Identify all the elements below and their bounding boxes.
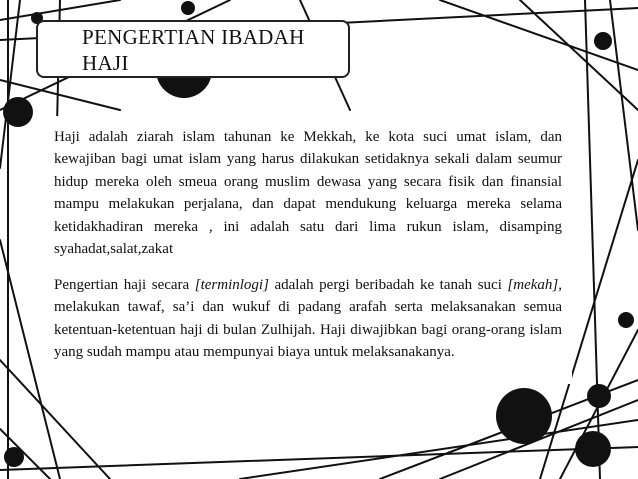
paragraph-text: adalah pergi beribadah ke tanah suci xyxy=(268,277,508,293)
term-italic: [mekah] xyxy=(507,277,559,293)
decorative-dot xyxy=(4,447,24,467)
decorative-dot xyxy=(575,431,611,467)
paragraph-text: , melakukan tawaf, sa’i dan wukuf di padang arafah serta melaksanakan semua ketentuan-ketentuan haji di bulan Zulhijah. Haji diwajibkan bagi orang-orang islam yang sudah mampu atau mempunyai biaya untuk melaksanakanya. xyxy=(54,277,562,361)
term-italic: [terminlogi] xyxy=(194,277,269,293)
decorative-dot xyxy=(181,1,195,15)
decorative-line xyxy=(610,0,638,230)
decorative-line xyxy=(520,0,638,110)
slide-title: PENGERTIAN IBADAH HAJI xyxy=(82,25,305,75)
paragraph-definition: Haji adalah ziarah islam tahunan ke Mekkah, ke kota suci umat islam, dan kewajiban bagi umat islam yang harus dilakukan setidaknya sekali dalam seumur hidup mereka oleh smeua orang muslim dewasa yang secara fisik dan finansial mampu melakukan perjalana, dan dapat mendukung keluarga mereka selama ketidakhadiran mereka , ini adalah satu dari lima rukun islam, disamping syahadat,salat,zakat xyxy=(54,129,562,258)
decorative-dot xyxy=(618,312,634,328)
decorative-dot xyxy=(594,32,612,50)
decorative-dot xyxy=(496,388,552,444)
paragraph-terminology xyxy=(54,274,562,364)
paragraph-text: Pengertian haji secara xyxy=(54,277,195,293)
decorative-dot xyxy=(587,384,611,408)
title-box xyxy=(36,20,350,78)
decorative-dot xyxy=(3,97,33,127)
